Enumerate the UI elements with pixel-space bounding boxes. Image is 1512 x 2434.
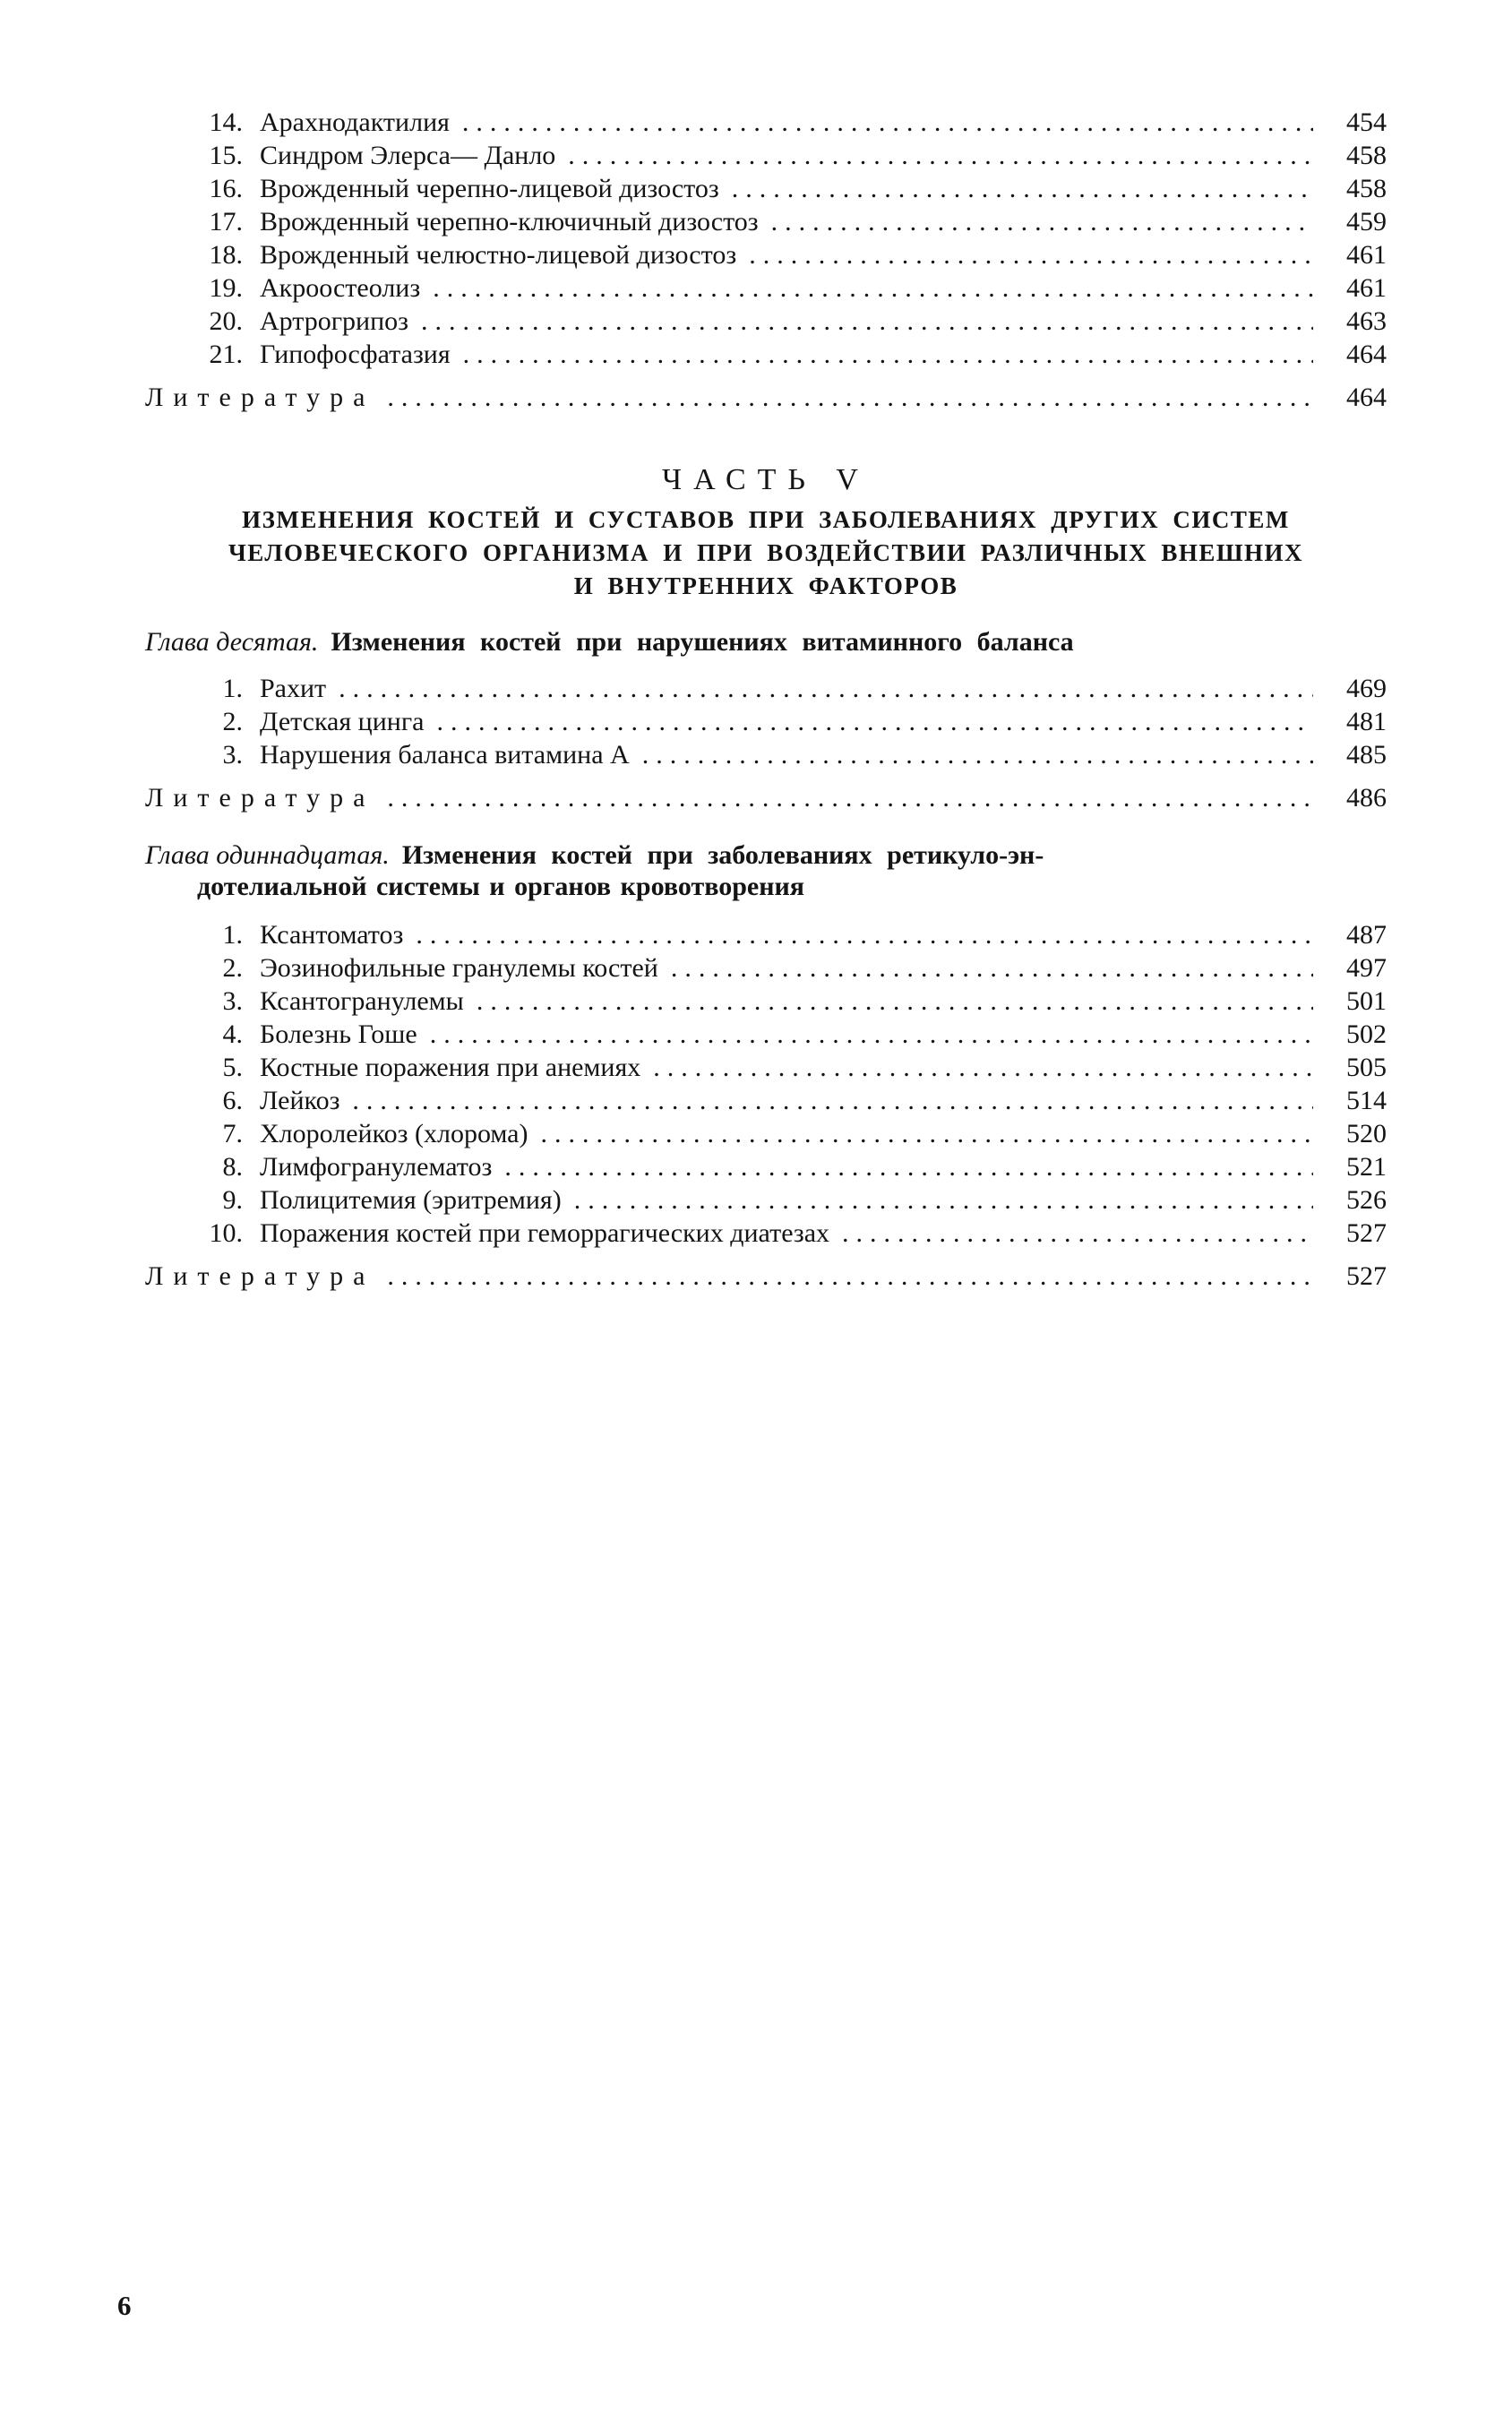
entry-page: 463 (1346, 306, 1387, 336)
entry-page: 464 (1346, 340, 1387, 369)
entry-number: 1. (222, 674, 243, 703)
dot-leader (339, 672, 1313, 705)
entry-label: Болезнь Гоше (260, 1019, 417, 1049)
toc-entry (145, 918, 1387, 951)
toc-entry (145, 106, 1387, 139)
entry-label: Врожденный челюстно-лицевой дизостоз (260, 240, 737, 270)
entry-label: Эозинофильные гранулемы костей (260, 953, 658, 983)
literatura-page: 527 (1346, 1261, 1387, 1291)
part-heading-line: И ВНУТРЕННИХ ФАКТОРОВ (573, 572, 958, 599)
entry-number: 3. (222, 986, 243, 1016)
entry-number: 14. (209, 108, 243, 137)
entry-number: 1. (222, 920, 243, 950)
entry-label: Врожденный черепно-лицевой дизостоз (260, 174, 719, 203)
entry-page: 501 (1346, 986, 1387, 1016)
dot-leader (540, 1117, 1313, 1150)
entry-number: 4. (222, 1019, 243, 1049)
toc-entry (145, 1183, 1387, 1217)
dot-leader (433, 271, 1313, 305)
toc-entry (145, 1084, 1387, 1117)
toc-entry (145, 1018, 1387, 1051)
entry-label: Поражения костей при геморрагических диатезах (260, 1218, 830, 1248)
entry-page: 505 (1346, 1053, 1387, 1082)
dot-leader (352, 1084, 1313, 1117)
entry-number: 9. (222, 1185, 243, 1215)
toc-entry (145, 139, 1387, 172)
entry-page: 521 (1346, 1152, 1387, 1182)
chapter-title-line2: дотелиальной системы и органов кровотворения (197, 872, 804, 901)
part-title: ЧАСТЬ V (662, 463, 870, 496)
entry-page: 527 (1346, 1218, 1387, 1248)
literatura-row (145, 381, 1387, 414)
dot-leader (504, 1150, 1313, 1183)
entry-number: 3. (222, 740, 243, 770)
page-number: 6 (117, 2290, 132, 2321)
toc-entry (145, 1051, 1387, 1084)
toc-entry (145, 738, 1387, 771)
entry-label: Артрогрипоз (260, 306, 409, 336)
chapter-title: Изменения костей при нарушениях витаминного баланса (331, 627, 1074, 657)
dot-leader (436, 705, 1313, 738)
entry-label: Лейкоз (260, 1086, 340, 1115)
entry-number: 15. (209, 141, 243, 170)
entry-label: Хлоролейкоз (хлорома) (260, 1119, 528, 1148)
entry-label: Лимфогранулематоз (260, 1152, 493, 1182)
part-heading-line: ИЗМЕНЕНИЯ КОСТЕЙ И СУСТАВОВ ПРИ ЗАБОЛЕВАНИЯХ ДРУГИХ СИСТЕМ (242, 506, 1290, 533)
dot-leader (462, 106, 1313, 139)
entry-page: 502 (1346, 1019, 1387, 1049)
entry-page: 481 (1346, 707, 1387, 736)
literatura-row (145, 1260, 1387, 1293)
toc-entry (145, 705, 1387, 738)
entry-page: 485 (1346, 740, 1387, 770)
chapter-label: Глава одиннадцатая. (145, 840, 390, 870)
entry-page: 520 (1346, 1119, 1387, 1148)
dot-leader (463, 338, 1313, 371)
dot-leader (671, 951, 1313, 985)
chapter-10-heading (145, 626, 1387, 658)
part-heading-line: ЧЕЛОВЕЧЕСКОГО ОРГАНИЗМА И ПРИ ВОЗДЕЙСТВИИ РАЗЛИЧНЫХ ВНЕШНИХ (228, 539, 1304, 566)
toc-entry (145, 172, 1387, 205)
dot-leader (416, 918, 1313, 951)
dot-leader (642, 738, 1313, 771)
entry-label: Ксантогранулемы (260, 986, 464, 1016)
literatura-label: Литература (145, 1261, 375, 1291)
entry-page: 461 (1346, 240, 1387, 270)
chapter-label: Глава десятая. (145, 627, 319, 657)
toc-content (145, 91, 1387, 1293)
entry-number: 20. (209, 306, 243, 336)
entry-label: Синдром Элерса— Данло (260, 141, 556, 170)
entry-page: 469 (1346, 674, 1387, 703)
entry-label: Акроостеолиз (260, 273, 421, 303)
dot-leader (574, 1183, 1313, 1217)
toc-list-chapter-11 (145, 918, 1387, 1250)
toc-entry (145, 951, 1387, 985)
toc-entry (145, 985, 1387, 1018)
entry-label: Костные поражения при анемиях (260, 1053, 641, 1082)
entry-number: 2. (222, 953, 243, 983)
entry-page: 526 (1346, 1185, 1387, 1215)
dot-leader (653, 1051, 1313, 1084)
entry-number: 6. (222, 1086, 243, 1115)
entry-page: 454 (1346, 108, 1387, 137)
toc-entry (145, 305, 1387, 338)
toc-entry (145, 672, 1387, 705)
toc-entry (145, 205, 1387, 238)
literatura-label: Литература (145, 783, 375, 813)
dot-leader (732, 172, 1313, 205)
literatura-label: Литература (145, 383, 375, 412)
entry-number: 10. (209, 1218, 243, 1248)
entry-label: Врожденный черепно-ключичный дизостоз (260, 207, 759, 237)
toc-entry (145, 1117, 1387, 1150)
entry-number: 17. (209, 207, 243, 237)
toc-entry (145, 1150, 1387, 1183)
entry-number: 5. (222, 1053, 243, 1082)
entry-page: 458 (1346, 141, 1387, 170)
toc-entry (145, 338, 1387, 371)
entry-number: 2. (222, 707, 243, 736)
literatura-page: 464 (1346, 383, 1387, 412)
entry-page: 459 (1346, 207, 1387, 237)
dot-leader (430, 1018, 1313, 1051)
dot-leader (387, 381, 1313, 414)
entry-number: 21. (209, 340, 243, 369)
toc-entry (145, 1217, 1387, 1250)
toc-entry (145, 271, 1387, 305)
part-heading (145, 503, 1387, 603)
entry-number: 8. (222, 1152, 243, 1182)
entry-label: Полицитемия (эритремия) (260, 1185, 562, 1215)
entry-label: Арахнодактилия (260, 108, 450, 137)
dot-leader (568, 139, 1313, 172)
dot-leader (387, 781, 1313, 814)
entry-number: 19. (209, 273, 243, 303)
toc-list-chapter-10 (145, 672, 1387, 771)
dot-leader (387, 1260, 1313, 1293)
dot-leader (477, 985, 1313, 1018)
literatura-row (145, 781, 1387, 814)
entry-number: 16. (209, 174, 243, 203)
dot-leader (749, 238, 1313, 271)
entry-label: Ксантоматоз (260, 920, 404, 950)
chapter-title-line1: Изменения костей при заболеваниях ретикуло-эн- (401, 840, 1044, 870)
entry-page: 458 (1346, 174, 1387, 203)
entry-label: Нарушения баланса витамина А (260, 740, 630, 770)
entry-number: 18. (209, 240, 243, 270)
dot-leader (771, 205, 1313, 238)
entry-label: Детская цинга (260, 707, 425, 736)
entry-label: Гипофосфатазия (260, 340, 451, 369)
dot-leader (421, 305, 1313, 338)
entry-page: 497 (1346, 953, 1387, 983)
literatura-page: 486 (1346, 783, 1387, 813)
dot-leader (842, 1217, 1313, 1250)
toc-list-part4-tail (145, 106, 1387, 371)
entry-page: 487 (1346, 920, 1387, 950)
entry-page: 514 (1346, 1086, 1387, 1115)
entry-number: 7. (222, 1119, 243, 1148)
toc-entry (145, 238, 1387, 271)
chapter-11-heading (145, 839, 1387, 902)
entry-label: Рахит (260, 674, 327, 703)
entry-page: 461 (1346, 273, 1387, 303)
